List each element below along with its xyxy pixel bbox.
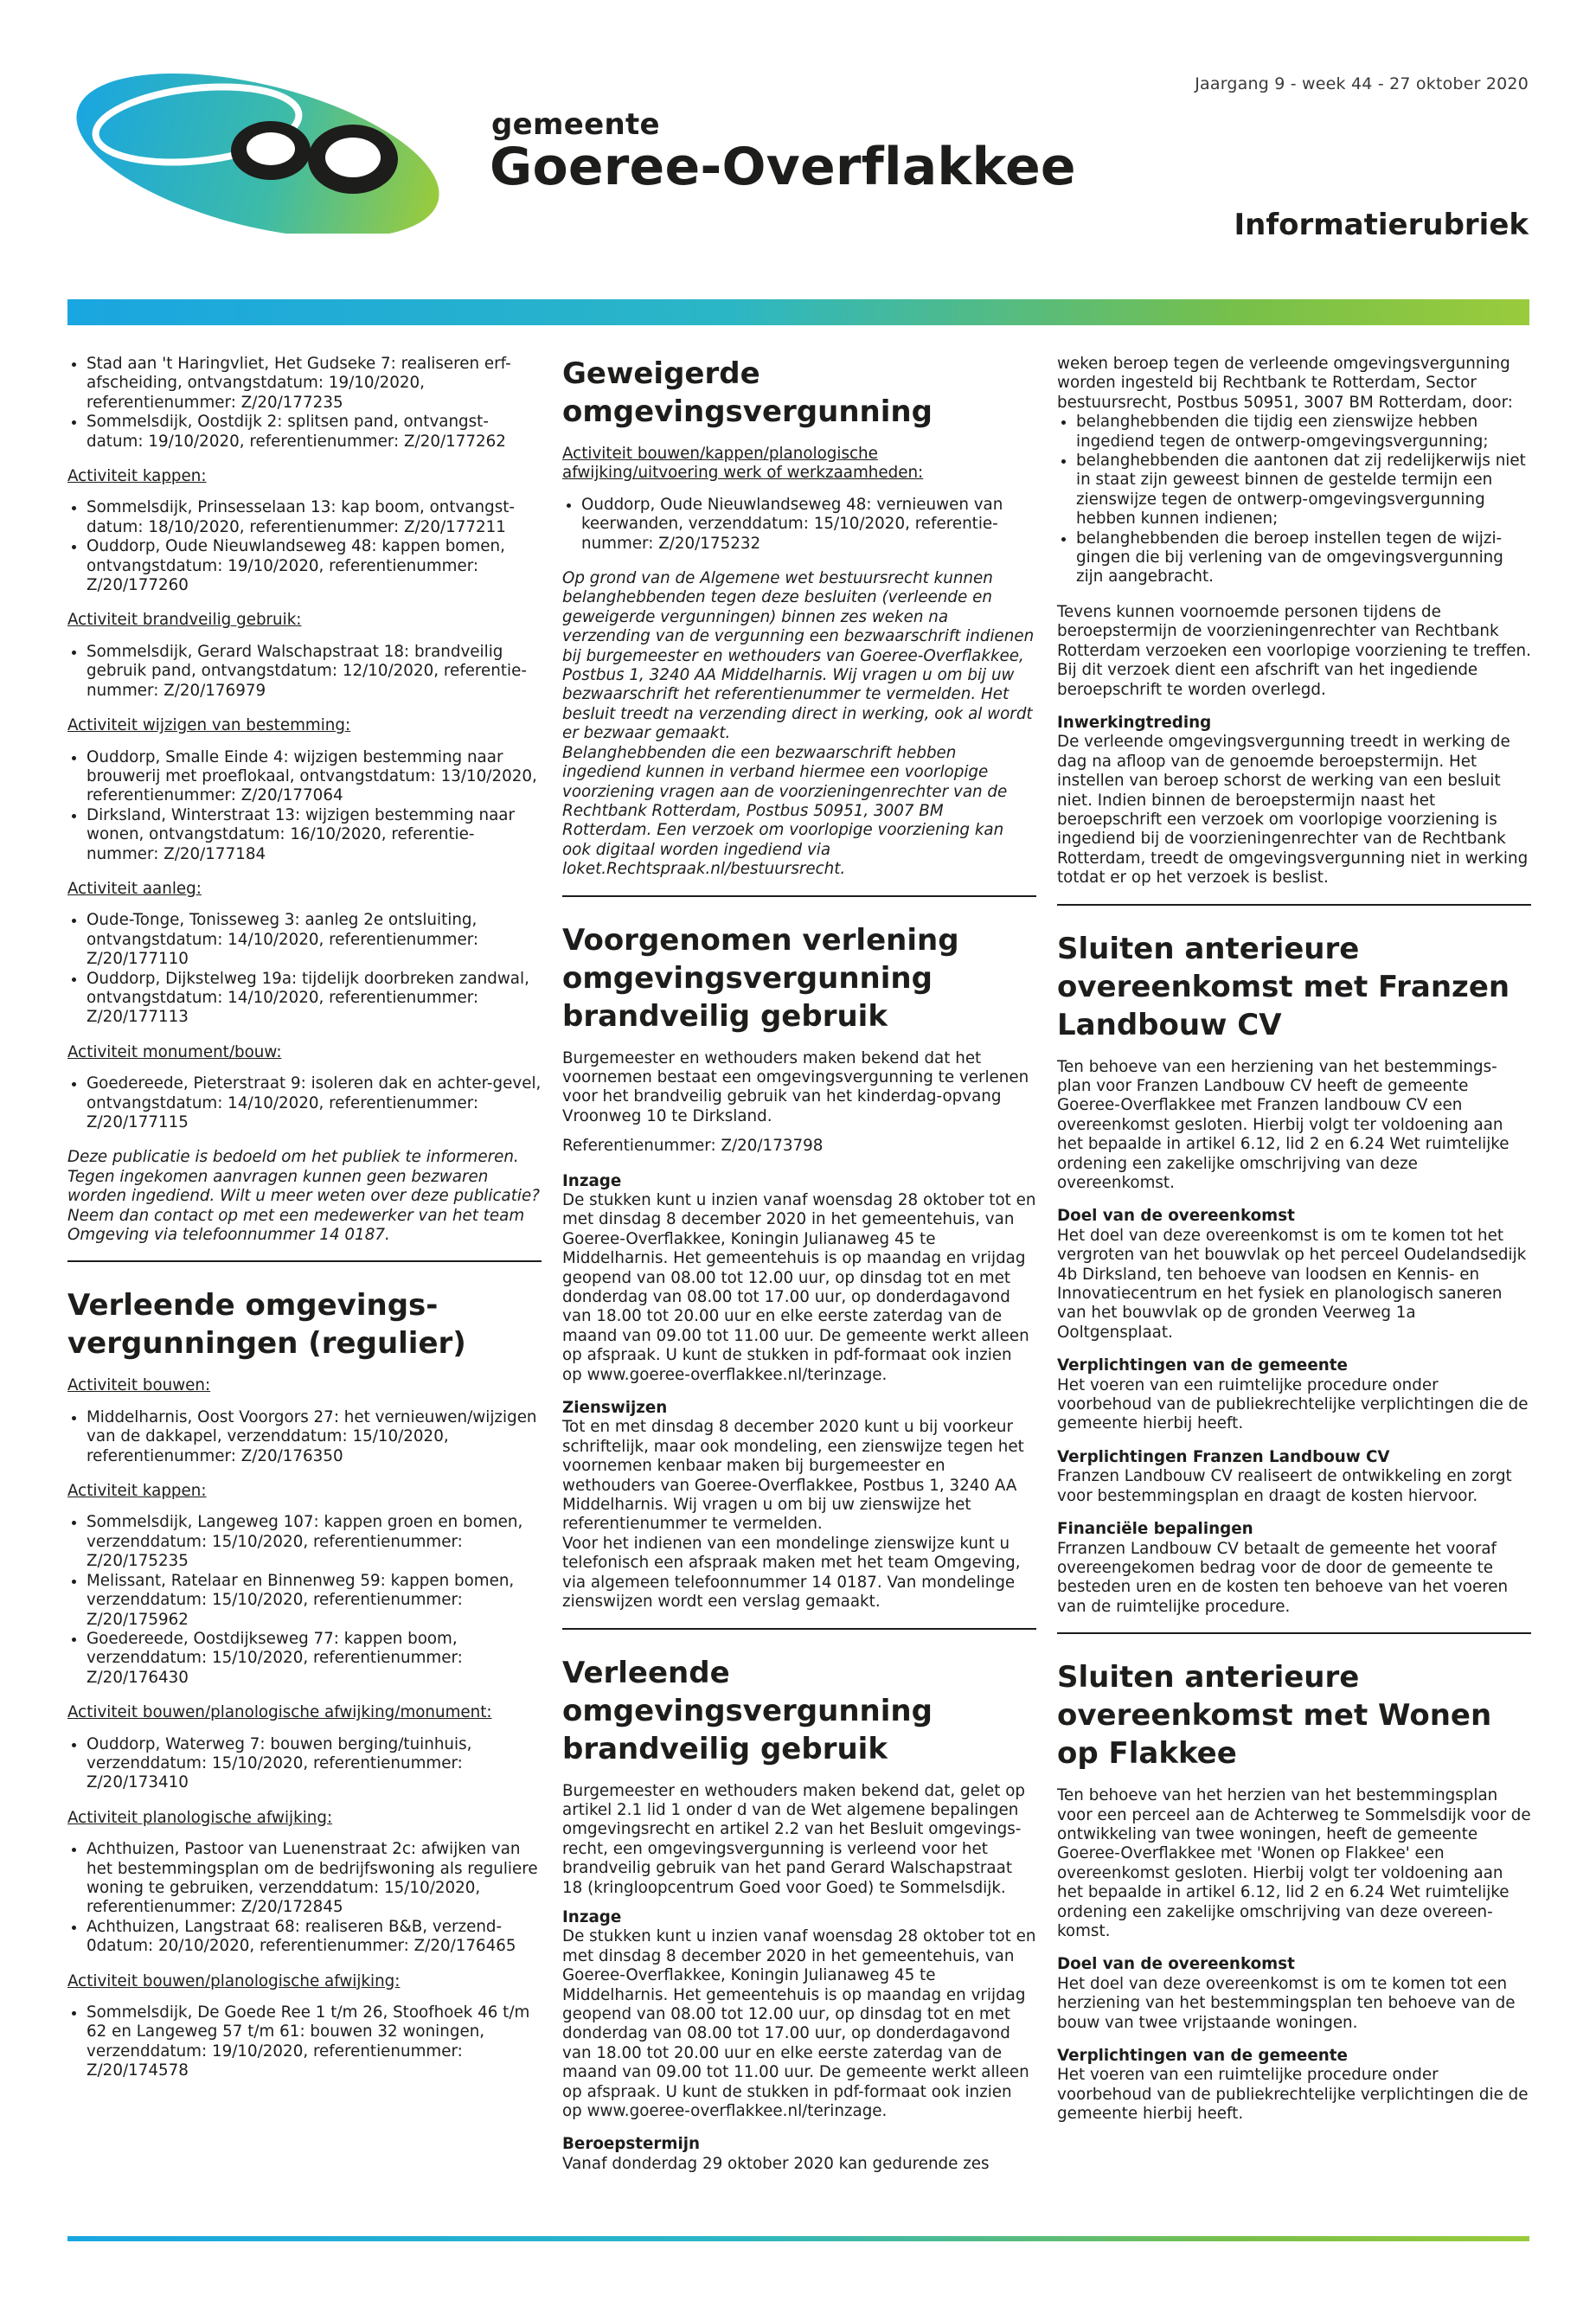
divider bbox=[1057, 904, 1531, 906]
section-title: Verleende omgevingsvergunning brandveilig gebruik bbox=[562, 1655, 933, 1766]
footer-color-bar bbox=[67, 2236, 1529, 2241]
subheading: Inzage bbox=[562, 1907, 622, 1926]
divider bbox=[562, 1628, 1036, 1630]
activity-heading: Activiteit kappen: bbox=[67, 1482, 207, 1501]
activity-heading: Activiteit brandveilig gebruik: bbox=[67, 611, 302, 630]
activity-heading: Activiteit bouwen/planologische afwijking/monument: bbox=[67, 1703, 492, 1722]
activity-heading: Activiteit bouwen: bbox=[67, 1376, 211, 1395]
activity-heading: Activiteit bouwen/kappen/planologische afwijking/uitvoering werk of werkzaamheden: bbox=[562, 445, 924, 483]
body-text: Franzen Landbouw CV realiseert de ontwikkeling en zorgt voor bestemmingsplan en draagt de kosten hiervoor. bbox=[1057, 1467, 1512, 1505]
body-text: weken beroep tegen de verleende omgevingsvergunning worden ingesteld bij Rechtbank te Rotterdam, Sector bestuursrecht, Postbus 50951, 3007 BM Rotterdam, door: bbox=[1057, 355, 1513, 412]
activity-heading: Activiteit aanleg: bbox=[67, 879, 202, 898]
subheading: Verplichtingen van de gemeente bbox=[1057, 1356, 1348, 1375]
publication-notice: Deze publicatie is bedoeld om het publiek te informeren. Tegen ingekomen aanvragen kunnen geen bezwaren worden ingediend. Wilt u meer weten over deze publicatie? Neem dan contact op met een medewerker van het team Omgeving via telefoonnummer 14 0187. bbox=[67, 1148, 540, 1245]
body-text: Het doel van deze overeenkomst is om te komen tot het vergroten van het bouwvlak op het perceel Oudelandsedijk 4b Dirksland, ten behoeve van loodsen en Kennis- en Innovatiecentrum en het fysiek en planologisch saneren van het bouwvlak op de gronden Veerweg 1a Ooltgensplaat. bbox=[1057, 1226, 1527, 1342]
section-label: Informatierubriek bbox=[1234, 208, 1529, 242]
list-item: • Ouddorp, Waterweg 7: bouwen berging/tuinhuis, verzenddatum: 15/10/2020, referentienummer: Z/20/173410 bbox=[87, 1735, 542, 1793]
list-item: • belanghebbenden die beroep instellen tegen de wijzi-gingen die bij verlening van de omgevingsvergunning zijn aangebracht. bbox=[1076, 529, 1531, 587]
section-title: Geweigerde omgevingsvergunning bbox=[562, 356, 933, 429]
list-item: • Ouddorp, Smalle Einde 4: wijzigen bestemming naar brouwerij met proeflokaal, ontvangstdatum: 13/10/2020, referentienummer: Z/20/177064 bbox=[87, 748, 542, 806]
body-text: Het voeren van een ruimtelijke procedure onder voorbehoud van de publiekrechtelijke verplichtingen die de gemeente hierbij heeft. bbox=[1057, 1375, 1529, 1433]
brand-prefix: gemeente bbox=[491, 107, 660, 142]
body-text: De stukken kunt u inzien vanaf woensdag 28 oktober tot en met dinsdag 8 december 2020 in het gemeentehuis, van Goeree-Overflakkee, Koningin Julianaweg 45 te Middelharnis. Het gemeentehuis is op maandag en vrijdag geopend van 08.00 tot 12.00 uur, op dinsdag tot en met donderdag van 08.00 tot 17.00 uur, op donderdagavond van 18.00 tot 20.00 uur en elke eerste zaterdag van de maand van 09.00 tot 11.00 uur. De gemeente werkt alleen op afspraak. U kunt de stukken in pdf-formaat ook inzien op www.goeree-overflakkee.nl/terinzage. bbox=[562, 1190, 1036, 1384]
list-item: • Goedereede, Oostdijkseweg 77: kappen boom, verzenddatum: 15/10/2020, referentienummer: Z/20/176430 bbox=[87, 1630, 542, 1688]
section-title: Sluiten anterieure overeenkomst met Wonen op Flakkee bbox=[1057, 1660, 1492, 1772]
body-text: Tevens kunnen voornoemde personen tijdens de beroepstermijn de voorzieningenrechter van Rechtbank Rotterdam verzoeken een voorlopige voorziening te treffen. Bij dit verzoek dient een afschrift van het ingediende beroepschrift te worden overlegd. bbox=[1057, 602, 1531, 699]
body-text: Het voeren van een ruimtelijke procedure onder voorbehoud van de publiekrechtelijke verplichtingen die de gemeente hierbij heeft. bbox=[1057, 2066, 1529, 2124]
list-item: • Melissant, Ratelaar en Binnenweg 59: kappen bomen, verzenddatum: 15/10/2020, referentienummer: Z/20/175962 bbox=[87, 1572, 542, 1630]
subheading: Beroepstermijn bbox=[562, 2135, 701, 2154]
list-item: • Goedereede, Pieterstraat 9: isoleren dak en achter-gevel, ontvangstdatum: 14/10/2020, referentienummer: Z/20/177115 bbox=[87, 1074, 542, 1132]
list-item: • Ouddorp, Oude Nieuwlandseweg 48: kappen bomen, ontvangstdatum: 19/10/2020, referentienummer: Z/20/177260 bbox=[87, 537, 542, 595]
body-text: Voor het indienen van een mondelinge zienswijze kunt u telefonisch een afspraak maken met het team Omgeving, via algemeen telefoonnummer 14 0187. Van mondelinge zienswijzen wordt een verslag gemaakt. bbox=[562, 1534, 1021, 1612]
subheading: Doel van de overeenkomst bbox=[1057, 1207, 1295, 1226]
body-text: Burgemeester en wethouders maken bekend dat het voornemen bestaat een omgevingsvergunning te verlenen voor het brandveilig gebruik van het kinderdag-opvang Vroonweg 10 te Dirksland. bbox=[562, 1048, 1029, 1125]
column-2 bbox=[562, 355, 1036, 2223]
activity-heading: Activiteit wijzigen van bestemming: bbox=[67, 716, 351, 735]
section-title: Voorgenomen verlening omgevingsvergunning brandveilig gebruik bbox=[562, 922, 959, 1034]
municipality-logo bbox=[67, 71, 448, 234]
section-title: Verleende omgevings-vergunningen (regulier) bbox=[67, 1288, 466, 1362]
section-title: Sluiten anterieure overeenkomst met Franzen Landbouw CV bbox=[1057, 931, 1510, 1042]
reference-number: Referentienummer: Z/20/173798 bbox=[562, 1137, 824, 1156]
activity-heading: Activiteit monument/bouw: bbox=[67, 1042, 282, 1061]
column-3 bbox=[1057, 355, 1531, 2223]
list-item: • Sommelsdijk, Prinsesselaan 13: kap boom, ontvangst-datum: 18/10/2020, referentienummer: Z/20/177211 bbox=[87, 498, 542, 537]
body-text: Vanaf donderdag 29 oktober 2020 kan gedurende zes bbox=[562, 2154, 990, 2173]
list-item: • Middelharnis, Oost Voorgors 27: het vernieuwen/wijzigen van de dakkapel, verzenddatum: 15/10/2020, referentienummer: Z/20/176350 bbox=[87, 1408, 542, 1466]
list-item: • Oude-Tonge, Tonisseweg 3: aanleg 2e ontsluiting, ontvangstdatum: 14/10/2020, referentienummer: Z/20/177110 bbox=[87, 911, 542, 969]
subheading: Inzage bbox=[562, 1171, 622, 1190]
body-text: Burgemeester en wethouders maken bekend dat, gelet op artikel 2.1 lid 1 onder d van de Wet algemene bepalingen omgevingsrecht en artikel 2.2 van het Besluit omgevings-recht, een omgevingsvergunning is verleend voor het brandveilig gebruik van het pand Gerard Walschapstraat 18 (kringloopcentrum Goed voor Goed) te Sommelsdijk. bbox=[562, 1781, 1025, 1897]
subheading: Financiële bepalingen bbox=[1057, 1520, 1253, 1539]
divider bbox=[562, 895, 1036, 897]
subheading: Verplichtingen Franzen Landbouw CV bbox=[1057, 1447, 1390, 1466]
list-item: • belanghebbenden die tijdig een zienswijze hebben ingediend tegen de ontwerp-omgevingsvergunning; bbox=[1076, 413, 1531, 452]
body-text: Frranzen Landbouw CV betaalt de gemeente het vooraf overeengekomen bedrag voor de door de gemeente te besteden uren en de kosten ten behoeve van het voeren van de ruimtelijke procedure. bbox=[1057, 1539, 1509, 1616]
subheading: Doel van de overeenkomst bbox=[1057, 1955, 1295, 1974]
list-item: • Sommelsdijk, De Goede Ree 1 t/m 26, Stoofhoek 46 t/m 62 en Langeweg 57 t/m 61: bouwen 32 woningen, verzenddatum: 19/10/2020, referentienummer: Z/20/174578 bbox=[87, 2003, 542, 2081]
brand-name: Goeree-Overflakkee bbox=[490, 137, 1076, 197]
body-text: Ten behoeve van het herzien van het bestemmingsplan voor een perceel aan de Achterweg te Sommelsdijk voor de ontwikkeling van twee woningen, heeft de gemeente Goeree-Overflakkee met 'Wonen op Flakkee' een overeenkomst gesloten. Hierbij volgt ter voldoening aan het bepaalde in artikel 6.12, lid 2 en 6.24 Wet ruimtelijke ordening een zakelijke omschrijving van deze overeen-komst. bbox=[1057, 1786, 1531, 1940]
activity-heading: Activiteit kappen: bbox=[67, 467, 207, 486]
legal-notice: Belanghebbenden die een bezwaarschrift hebben ingediend kunnen in verband hiermee een voorlopige voorziening vragen aan de voorzieningenrechter van de Rechtbank Rotterdam, Postbus 50951, 3007 BM Rotterdam. Een verzoek om voorlopige voorziening kan ook digitaal worden ingediend via loket.Rechtspraak.nl/bestuursrecht. bbox=[562, 743, 1008, 879]
issue-info: Jaargang 9 - week 44 - 27 oktober 2020 bbox=[1195, 74, 1529, 93]
list-item: • Ouddorp, Dijkstelweg 19a: tijdelijk doorbreken zandwal, ontvangstdatum: 14/10/2020, referentienummer: Z/20/177113 bbox=[87, 970, 542, 1028]
divider bbox=[67, 1260, 542, 1262]
list-item: • Ouddorp, Oude Nieuwlandseweg 48: vernieuwen van keerwanden, verzenddatum: 15/10/2020, referentie-nummer: Z/20/175232 bbox=[581, 496, 1036, 554]
body-text: Het doel van deze overeenkomst is om te komen tot een herziening van het bestemmingsplan ten behoeve van de bouw van twee vrijstaande woningen. bbox=[1057, 1974, 1516, 2032]
body-text: De stukken kunt u inzien vanaf woensdag 28 oktober tot en met dinsdag 8 december 2020 in het gemeentehuis, van Goeree-Overflakkee, Koningin Julianaweg 45 te Middelharnis. Het gemeentehuis is op maandag en vrijdag geopend van 08.00 tot 12.00 uur, op dinsdag tot en met donderdag van 08.00 tot 17.00 uur, op donderdagavond van 18.00 tot 20.00 uur en elke eerste zaterdag van de maand van 09.00 tot 11.00 uur. De gemeente werkt alleen op afspraak. U kunt de stukken in pdf-formaat ook inzien op www.goeree-overflakkee.nl/terinzage. bbox=[562, 1927, 1036, 2120]
subheading: Inwerkingtreding bbox=[1057, 713, 1212, 732]
body-text: De verleende omgevingsvergunning treedt in werking de dag na afloop van de genoemde beroepstermijn. Het instellen van beroep schorst de werking van een besluit niet. Indien binnen de beroepstermijn naast het beroepschrift een verzoek om voorlopige voorziening is ingediend bij de voorzieningenrechter van de Rechtbank Rotterdam, treedt de omgevingsvergunning niet in werking totdat er op het verzoek is beslist. bbox=[1057, 733, 1529, 888]
activity-heading: Activiteit planologische afwijking: bbox=[67, 1808, 333, 1827]
list-item: • Sommelsdijk, Gerard Walschapstraat 18: brandveilig gebruik pand, ontvangstdatum: 12/10/2020, referentie-nummer: Z/20/176979 bbox=[87, 643, 542, 701]
divider bbox=[1057, 1632, 1531, 1634]
header-color-bar bbox=[67, 299, 1529, 325]
body-text: Ten behoeve van een herziening van het bestemmings-plan voor Franzen Landbouw CV heeft de gemeente Goeree-Overflakkee met Franzen landbouw CV een overeenkomst gesloten. Hierbij volgt ter voldoening aan het bepaalde in artikel 6.12, lid 2 en 6.24 Wet ruimtelijke ordening een zakelijke omschrijving van deze overeenkomst. bbox=[1057, 1057, 1509, 1192]
legal-notice: Op grond van de Algemene wet bestuursrecht kunnen belanghebbenden tegen deze besluiten (verleende en geweigerde vergunningen) binnen zes weken na verzending van de vergunning een bezwaarschrift indienen bij burgemeester en wethouders van Goeree-Overflakkee, Postbus 1, 3240 AA Middelharnis. Wij vragen u om bij uw bezwaarschrift het referentienummer te vermelden. Het besluit treedt na verzending direct in werking, ook al wordt er bezwaar gemaakt. bbox=[562, 569, 1035, 743]
column-1 bbox=[67, 355, 542, 2223]
activity-heading: Activiteit bouwen/planologische afwijking: bbox=[67, 1971, 401, 1990]
list-item: • Achthuizen, Pastoor van Luenenstraat 2c: afwijken van het bestemmingsplan om de bedrijfswoning als reguliere woning te gebruiken, verzenddatum: 15/10/2020, referentienummer: Z/20/172845 bbox=[87, 1840, 542, 1918]
intro-list bbox=[67, 355, 542, 452]
list-item: • Stad aan 't Haringvliet, Het Gudseke 7: realiseren erf-afscheiding, ontvangstdatum: 19/10/2020, referentienummer: Z/20/177235 bbox=[87, 355, 542, 413]
list-item: • Dirksland, Winterstraat 13: wijzigen bestemming naar wonen, ontvangstdatum: 16/10/2020, referentie-nummer: Z/20/177184 bbox=[87, 806, 542, 864]
list-item: • belanghebbenden die aantonen dat zij redelijkerwijs niet in staat zijn geweest binnen de gestelde termijn een zienswijze tegen de ontwerp-omgevingsvergunning hebben kunnen indienen; bbox=[1076, 452, 1531, 529]
subheading: Zienswijzen bbox=[562, 1399, 668, 1418]
body-text: Tot en met dinsdag 8 december 2020 kunt u bij voorkeur schriftelijk, maar ook mondeling, een zienswijze tegen het voornemen kenbaar maken bij burgemeester en wethouders van Goeree-Overflakkee, Postbus 1, 3240 AA Middelharnis. Wij vragen u om bij uw zienswijze het referentienummer te vermelden. bbox=[562, 1418, 1024, 1534]
subheading: Verplichtingen van de gemeente bbox=[1057, 2047, 1348, 2065]
list-item: • Achthuizen, Langstraat 68: realiseren B&B, verzend-0datum: 20/10/2020, referentienummer: Z/20/176465 bbox=[87, 1918, 542, 1957]
list-item: • Sommelsdijk, Oostdijk 2: splitsen pand, ontvangst-datum: 19/10/2020, referentienummer: Z/20/177262 bbox=[87, 413, 542, 452]
list-item: • Sommelsdijk, Langeweg 107: kappen groen en bomen, verzenddatum: 15/10/2020, referentienummer: Z/20/175235 bbox=[87, 1513, 542, 1571]
